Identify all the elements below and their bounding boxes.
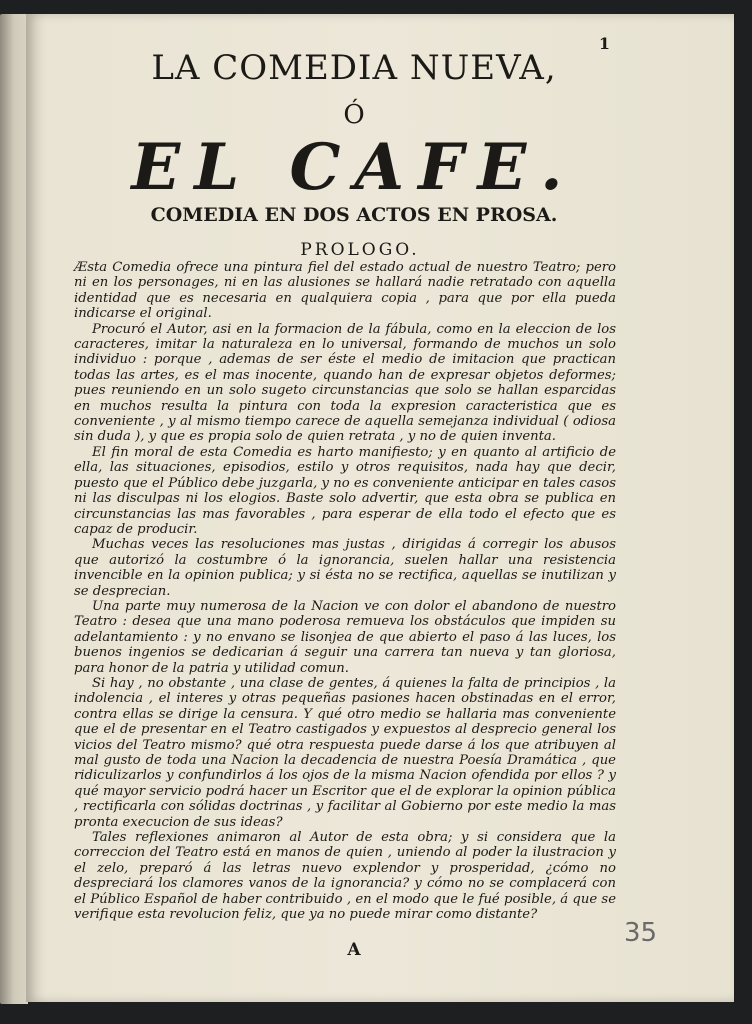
handwritten-note: 35 — [624, 918, 658, 948]
paragraph: Una parte muy numerosa de la Nacion ve con dolor el abandono de nuestro Teatro : desea que una mano poderosa remueva los obstáculos que impiden su adelantamiento : y no envano se lisonjea de que abierto el paso á las luces, los buenos ingenios se dedicarian á seguir una carrera tan nueva y tan gloriosa, para honor de la patria y utilidad comun. — [74, 598, 616, 676]
prologue-text — [74, 260, 616, 922]
paragraph: Æsta Comedia ofrece una pintura fiel del estado actual de nuestro Teatro; pero ni en los personages, ni en las alusiones se hallará nadie retratado con aquella identidad que es necesaria en qualquiera copia , para que por ella pueda indicarse el original. — [74, 260, 616, 322]
paragraph: Tales reflexiones animaron al Autor de esta obra; y si considera que la correccion del Teatro está en manos de quien , uniendo al poder la ilustracion y el zelo, preparó á las letras nuevo explendor y prosperidad, ¿cómo no despreciará los clamores vanos de la ignorancia? y cómo no se complacerá con el Público Español de haber contribuido , en el modo que le fué posible, á que se verifique esta revolucion feliz, que ya no puede mirar como distante? — [74, 830, 616, 923]
title-line-2: EL CAFE. — [131, 130, 577, 205]
section-heading: PROLOGO. — [300, 240, 420, 260]
paragraph: Procuró el Autor, asi en la formacion de la fábula, como en la eleccion de los caracteres, imitar la naturaleza en lo universal, formando de muchos un solo individuo : porque , ademas de ser éste el medio de imitacion que practican todas las artes, es el mas inocente, quando han de expresar objetos deformes; pues reuniendo en un solo sugeto circunstancias que solo se hallan esparcidas en muchos resulta la pintura con toda la expresion caracteristica que es conveniente , y al mismo tiempo carece de aquella semejanza individual ( odiosa sin duda ), y que es propia solo de quien retrata , y no de quien inventa. — [74, 321, 616, 445]
paragraph: Si hay , no obstante , una clase de gentes, á quienes la falta de principios , la indolencia , el interes y otras pequeñas pasiones hacen obstinadas en el error, contra ellas se dirige la censura. Y qué otro medio se hallaria mas conveniente que el de presentar en el Teatro castigados y expuestos al desprecio general los vicios del Teatro mismo? qué otra respuesta puede darse á los que atribuyen al mal gusto de toda una Nacion la decadencia de nuestra Poesía Dramática , que ridiculizarlos y confundirlos á los ojos de la misma Nacion ofendida por ellos ? y qué mayor servicio podrá hacer un Escritor que el de explorar la opinion pública , rectificarla con sólidas doctrinas , y facilitar al Gobierno por este medio la mas pronta execucion de sus ideas? — [74, 675, 616, 830]
signature-mark: A — [347, 940, 361, 960]
title-line-1: LA COMEDIA NUEVA, — [151, 48, 557, 88]
subtitle: COMEDIA EN DOS ACTOS EN PROSA. — [150, 204, 558, 226]
title-conjunction: Ó — [343, 100, 365, 130]
book-page — [26, 14, 734, 1002]
paragraph: El fin moral de esta Comedia es harto manifiesto; y en quanto al artificio de ella, las situaciones, episodios, estilo y otros requisitos, nada hay que decir, puesto que el Público debe juzgarla, y no es conveniente anticipar en tales casos ni las disculpas ni los elogios. Baste solo advertir, que esta obra se publica en circunstancias las mas favorables , para esperar de ella todo el efecto que es capaz de producir. — [74, 444, 616, 537]
paragraph: Muchas veces las resoluciones mas justas , dirigidas á corregir los abusos que autorizó la costumbre ó la ignorancia, suelen hallar una resistencia invencible en la opinion publica; y si ésta no se rectifica, aquellas se inutilizan y se desprecian. — [74, 537, 616, 599]
page-number: 1 — [598, 34, 610, 53]
